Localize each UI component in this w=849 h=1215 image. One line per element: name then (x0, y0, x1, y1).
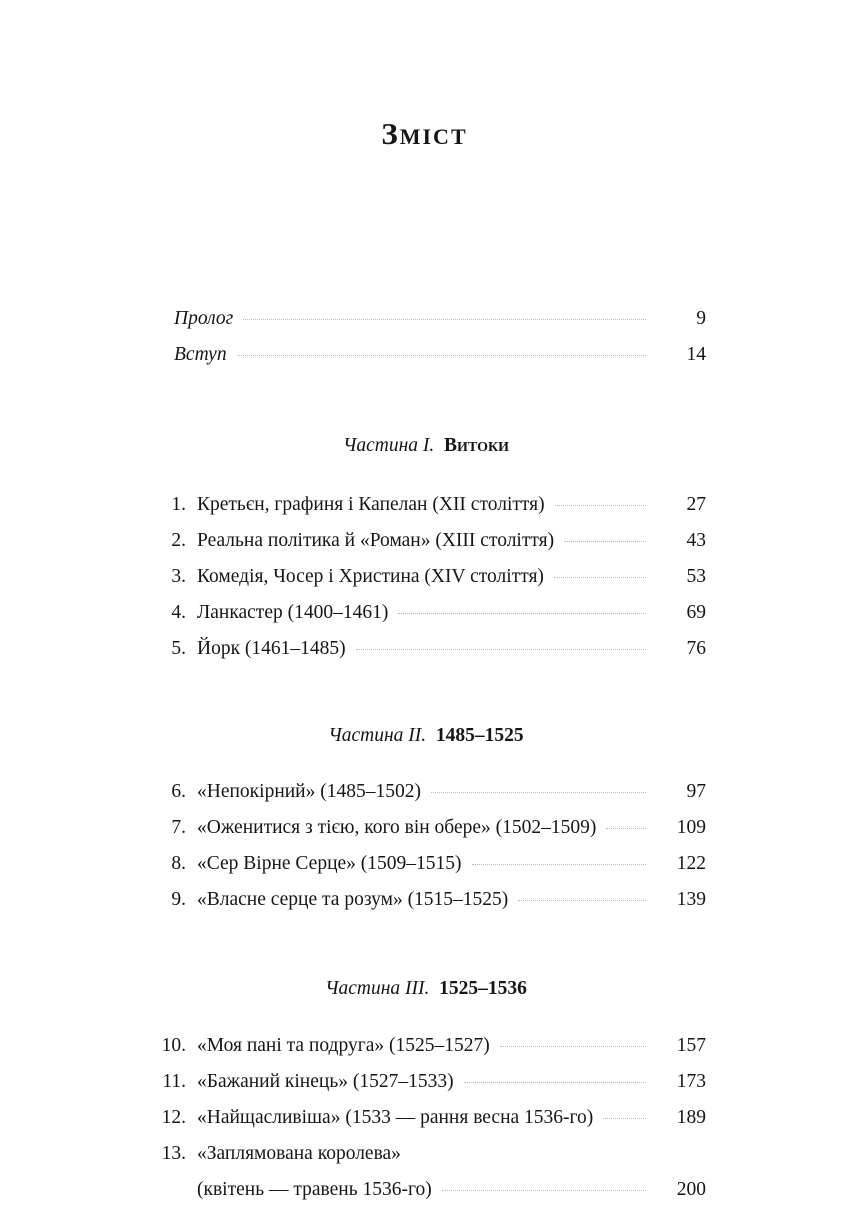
spacer (146, 674, 706, 726)
spacer (146, 745, 706, 781)
chapter-page-number: 200 (676, 1178, 706, 1200)
chapter-title: Ланкастер (1400–1461) (197, 601, 389, 623)
chapter-number: 3. (171, 565, 186, 587)
table-row[interactable] (146, 602, 706, 638)
toc-entry-introduction[interactable] (146, 344, 706, 380)
table-row[interactable] (146, 781, 706, 817)
chapter-page-number: 157 (676, 1034, 706, 1056)
dot-leader (356, 648, 646, 650)
chapter-title: «Сер Вірне Серце» (1509–1515) (197, 853, 462, 874)
chapter-page-number: 43 (686, 529, 706, 551)
part-label: Частина II. (328, 724, 427, 746)
toc-entry-page-number: 14 (686, 344, 706, 365)
part-title: Витоки (444, 435, 510, 456)
spacer (146, 925, 706, 979)
table-row[interactable] (146, 1071, 706, 1107)
dot-leader (606, 827, 646, 829)
part-title: 1485–1525 (435, 724, 524, 746)
chapter-number: 5. (171, 637, 186, 659)
table-row[interactable] (146, 494, 706, 530)
part-heading-1 (146, 436, 706, 456)
chapter-page-number: 122 (676, 853, 706, 874)
dot-leader (603, 1117, 646, 1119)
part-title: 1525–1536 (439, 978, 527, 999)
chapter-title: «Оженитися з тією, кого він обере» (1502–1509) (197, 817, 597, 838)
toc-entry-label: Пролог (174, 308, 234, 329)
toc-list (146, 308, 706, 1215)
spacer (146, 380, 706, 436)
page-title: Зміст (381, 116, 468, 151)
chapter-number: 12. (161, 1106, 186, 1128)
dot-leader (243, 318, 646, 320)
dot-leader (442, 1189, 646, 1191)
toc-entry-label: Вступ (174, 344, 227, 365)
chapter-number: 13. (161, 1142, 186, 1164)
dot-leader (464, 1081, 646, 1083)
chapter-title: Йорк (1461–1485) (197, 637, 346, 659)
dot-leader (564, 540, 646, 542)
chapter-number: 7. (171, 817, 186, 838)
chapter-title: «Непокірний» (1485–1502) (197, 781, 421, 802)
part-heading-2 (146, 726, 706, 746)
dot-leader (398, 612, 646, 614)
chapter-number: 6. (171, 781, 186, 802)
part-label: Частина III. (325, 978, 430, 999)
dot-leader (555, 504, 646, 506)
chapter-number: 10. (161, 1034, 186, 1056)
toc-entry-prologue[interactable] (146, 308, 706, 344)
chapter-page-number: 69 (686, 601, 706, 623)
dot-leader (518, 899, 646, 901)
chapter-page-number: 53 (686, 565, 706, 587)
chapter-page-number: 139 (676, 889, 706, 910)
dot-leader (472, 863, 646, 865)
chapter-page-number: 189 (676, 1106, 706, 1128)
table-row[interactable] (146, 530, 706, 566)
dot-leader (554, 576, 646, 578)
chapter-page-number: 76 (686, 637, 706, 659)
chapter-number: 11. (162, 1070, 186, 1092)
chapter-page-number: 97 (686, 781, 706, 802)
part-heading-3 (146, 979, 706, 999)
chapter-title-continued: (квітень — травень 1536-го) (197, 1178, 432, 1200)
chapter-title: Комедія, Чосер і Христина (XIV століття) (197, 565, 544, 587)
chapter-number: 8. (171, 853, 186, 874)
chapter-page-number: 27 (686, 493, 706, 515)
chapter-title: «Моя пані та подруга» (1525–1527) (197, 1034, 490, 1056)
chapter-title: Кретьєн, графиня і Капелан (XII століття) (197, 493, 545, 515)
table-row[interactable] (146, 638, 706, 674)
table-row[interactable] (146, 566, 706, 602)
table-row[interactable] (146, 889, 706, 925)
table-row-line-one (146, 1143, 706, 1179)
dot-leader (500, 1045, 646, 1047)
chapter-page-number: 173 (676, 1070, 706, 1092)
table-row[interactable] (146, 817, 706, 853)
spacer (146, 456, 706, 494)
dot-leader (237, 354, 646, 356)
chapter-number: 9. (171, 889, 186, 910)
chapter-number: 4. (171, 601, 186, 623)
table-row[interactable] (146, 853, 706, 889)
table-row[interactable] (146, 1143, 706, 1215)
table-row-line-two (146, 1179, 706, 1215)
chapter-number: 1. (171, 493, 186, 515)
chapter-title: «Бажаний кінець» (1527–1533) (197, 1070, 454, 1092)
chapter-title: «Заплямована королева» (197, 1142, 401, 1164)
chapter-title: «Власне серце та розум» (1515–1525) (197, 889, 509, 910)
dot-leader (431, 791, 646, 793)
chapter-page-number: 109 (676, 817, 706, 838)
toc-entry-page-number: 9 (696, 308, 706, 329)
chapter-title: «Найщасливіша» (1533 — рання весна 1536-го) (197, 1106, 594, 1128)
chapter-number: 2. (171, 529, 186, 551)
table-row[interactable] (146, 1035, 706, 1071)
chapter-title: Реальна політика й «Роман» (XIII століття) (197, 529, 555, 551)
part-label: Частина I. (342, 435, 435, 456)
table-row[interactable] (146, 1107, 706, 1143)
spacer (146, 999, 706, 1035)
